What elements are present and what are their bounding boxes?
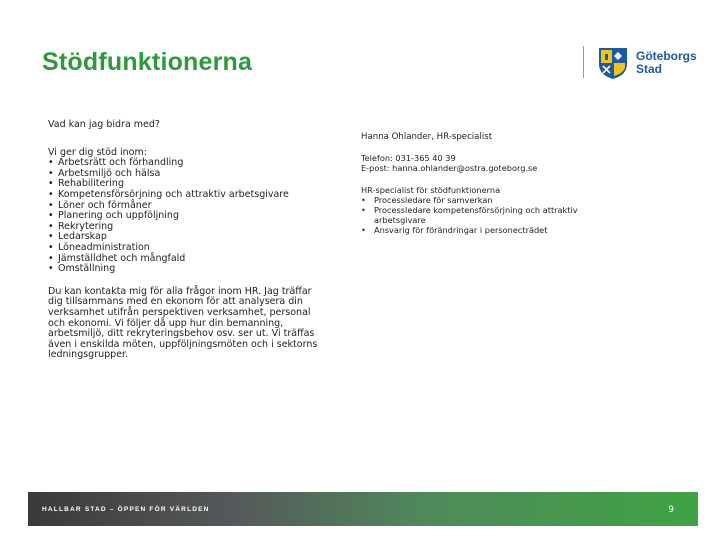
logo-wordmark <box>636 50 697 76</box>
goteborg-crest-icon <box>595 46 631 80</box>
section-heading: Vad kan jag bidra med? <box>48 119 160 130</box>
list-item: • Processledare för samverkan <box>361 195 621 205</box>
email-text: E-post: hanna.ohlander@ostra.goteborg.se <box>361 163 538 174</box>
list-item: • Omställning <box>48 264 328 275</box>
role-text: HR-specialist för stödfunktionerna <box>361 184 501 195</box>
list-item: • Rehabilitering <box>48 179 328 190</box>
list-item: • Jämställdhet och mångfald <box>48 254 328 265</box>
list-item: • Kompetensförsörjning och attraktiv arbetsgivare <box>48 190 328 201</box>
logo-divider <box>583 46 584 78</box>
description-paragraph: Du kan kontakta mig för alla frågor inom HR. Jag träffar dig tillsammans med en ekonom för att analysera din verksamhet utifrån perspektiven verksamhet, personal och ekonomi. Vi följer då upp hur din bemanning, arbetsmiljö, ditt rekryteringsbehov osv. ser ut. Vi träffas även i enskilda möten, uppföljningsmöten och i sektorns ledningsgrupper. <box>48 285 318 361</box>
logo-line-1: Göteborgs <box>636 49 697 63</box>
responsibility-list <box>361 195 621 236</box>
page-number: 9 <box>668 505 674 515</box>
contact-details <box>361 153 621 173</box>
list-item: • Planering och uppföljning <box>48 211 328 222</box>
list-item: • Rekrytering <box>48 222 328 233</box>
list-item: • Ledarskap <box>48 232 328 243</box>
intro-text: Vi ger dig stöd inom: <box>48 146 147 158</box>
footer-slogan: HALLBAR STAD – ÖPPEN FÖR VÄRLDEN <box>42 506 210 513</box>
list-item: • Löner och förmåner <box>48 201 328 212</box>
list-item: • Löneadministration <box>48 243 328 254</box>
contact-name: Hanna Ohlander, HR-specialist <box>361 132 493 142</box>
left-column <box>48 120 328 361</box>
slide-title: Stödfunktionerna <box>42 48 253 76</box>
phone-text: Telefon: 031-365 40 39 <box>361 153 456 164</box>
right-column <box>361 132 621 236</box>
list-item: • Ansvarig för förändringar i personecträdet <box>361 225 621 235</box>
list-item: • Arbetsrätt och förhandling <box>48 158 328 169</box>
support-list <box>48 158 328 275</box>
list-item: • Processledare kompetensförsörjning och attraktiv arbetsgivare <box>361 205 621 225</box>
logo-line-2: Stad <box>636 62 663 76</box>
footer-band <box>28 492 698 526</box>
list-item: • Arbetsmiljö och hälsa <box>48 169 328 180</box>
